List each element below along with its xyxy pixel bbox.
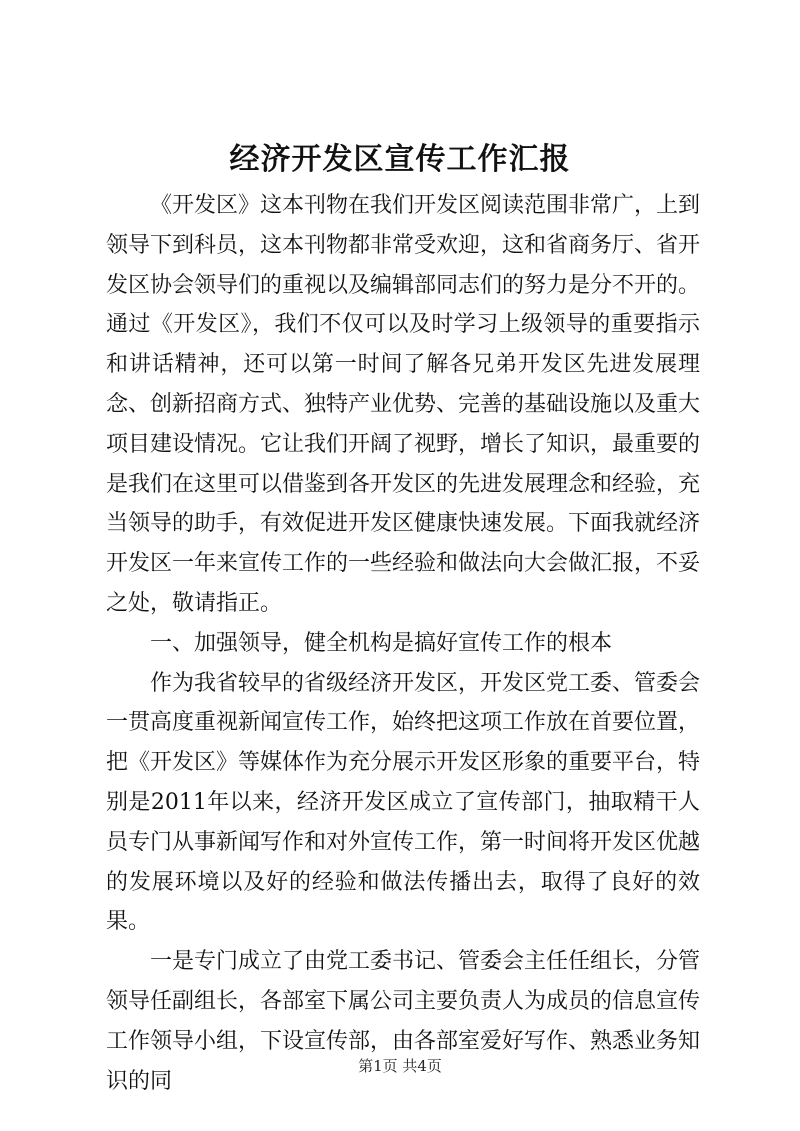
intro-paragraph: 《开发区》这本刊物在我们开发区阅读范围非常广，上到领导下到科员，这本刊物都非常受欢迎，这和省商务厅、省开发区协会领导们的重视以及编辑部同志们的努力是分不开的。通过《开发区》，我们不仅可以及时学习上级领导的重要指示和讲话精神，还可以第一时间了解各兄弟开发区先进发展理念、创新招商方式、独特产业优势、完善的基础设施以及重大项目建设情况。它让我们开阔了视野，增长了知识，最重要的是我们在这里可以借鉴到各开发区的先进发展理念和经验，充当领导的助手，有效促进开发区健康快速发展。下面我就经济开发区一年来宣传工作的一些经验和做法向大会做汇报，不妥之处，敬请指正。 <box>106 193 701 616</box>
document-body <box>106 186 700 1101</box>
section-paragraph: 作为我省较早的省级经济开发区，开发区党工委、管委会一贯高度重视新闻宣传工作，始终把这项工作放在首要位置，把《开发区》等媒体作为充分展示开发区形象的重要平台，特别是2011年以来，经济开发区成立了宣传部门，抽取精干人员专门从事新闻写作和对外宣传工作，第一时间将开发区优越的发展环境以及好的经验和做法传播出去，取得了良好的效果。 <box>106 670 701 935</box>
page-footer: 第1页 共4页 <box>358 1057 442 1075</box>
section-paragraph: 一是专门成立了由党工委书记、管委会主任任组长，分管领导任副组长，各部室下属公司主要负责人为成员的信息宣传工作领导小组，下设宣传部，由各部室爱好写作、熟悉业务知识的同 <box>106 949 701 1094</box>
section-heading: 一、加强领导，健全机构是搞好宣传工作的根本 <box>150 630 613 656</box>
document-title: 经济开发区宣传工作汇报 <box>229 142 571 177</box>
